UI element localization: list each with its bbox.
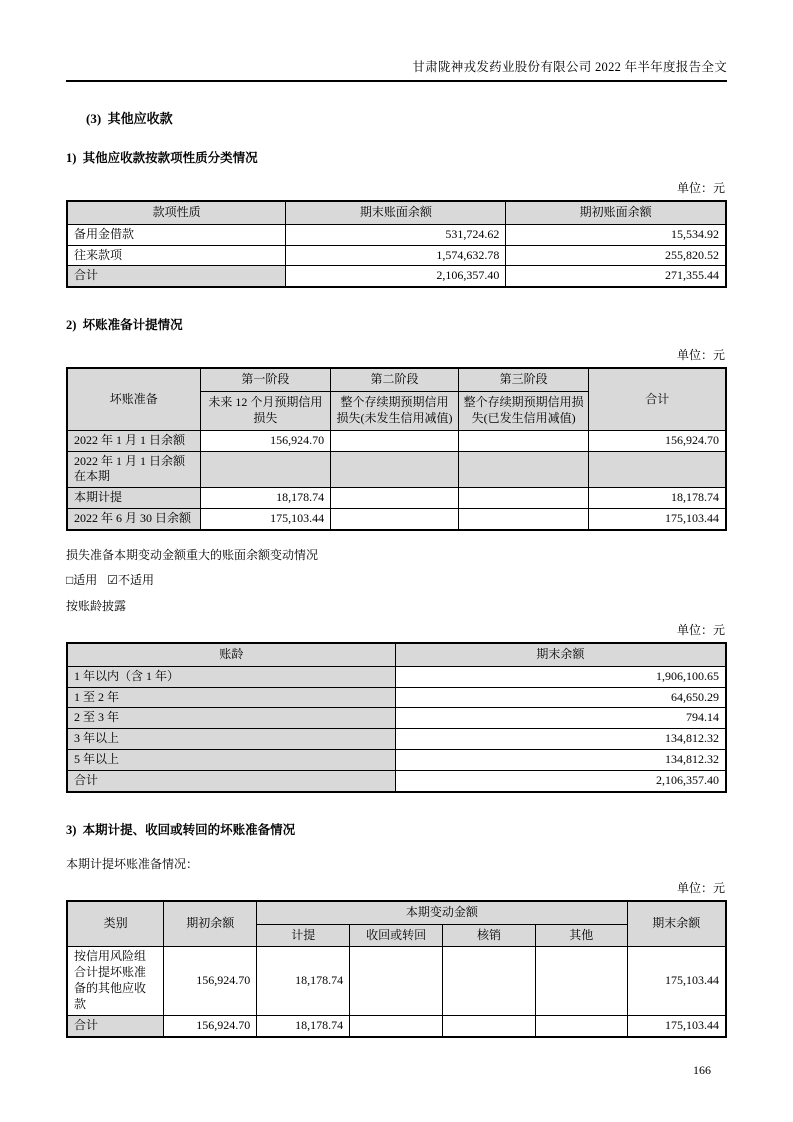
bad-debt-stages-table bbox=[66, 367, 727, 531]
table-row bbox=[67, 488, 726, 509]
checkbox-not-applicable-checked: ☑不适用 bbox=[107, 572, 155, 587]
cell bbox=[589, 451, 726, 488]
document-header bbox=[66, 0, 727, 82]
column-header: 期初余额 bbox=[164, 901, 257, 947]
column-header: 期初账面余额 bbox=[506, 201, 726, 224]
table-header-row bbox=[67, 901, 726, 924]
cell: 175,103.44 bbox=[627, 1015, 726, 1036]
column-subheader: 整个存续期预期信用损失(已发生信用减值) bbox=[458, 392, 588, 431]
cell: 合计 bbox=[67, 1015, 164, 1036]
column-header: 第二阶段 bbox=[331, 368, 459, 391]
cell: 156,924.70 bbox=[164, 1015, 257, 1036]
cell bbox=[350, 1015, 443, 1036]
table-row bbox=[67, 451, 726, 488]
cell bbox=[458, 488, 588, 509]
cell: 18,178.74 bbox=[200, 488, 330, 509]
aging-disclosure-note: 按账龄披露 bbox=[66, 598, 127, 613]
table-row bbox=[67, 430, 726, 451]
cell bbox=[331, 430, 459, 451]
heading-nature-classification: 1) 其他应收款按款项性质分类情况 bbox=[66, 151, 258, 165]
provision-movement-table bbox=[66, 900, 727, 1038]
applicability-line bbox=[66, 571, 727, 588]
table-row bbox=[67, 666, 726, 687]
cell: 1 至 2 年 bbox=[67, 687, 395, 708]
cell: 64,650.29 bbox=[395, 687, 726, 708]
unit-label: 单位：元 bbox=[676, 622, 725, 637]
column-header: 期末账面余额 bbox=[286, 201, 506, 224]
cell: 156,924.70 bbox=[164, 947, 257, 1015]
table-total-row bbox=[67, 1015, 726, 1036]
loss-change-note: 损失准备本期变动金额重大的账面余额变动情况 bbox=[66, 547, 319, 562]
cell: 合计 bbox=[67, 266, 286, 287]
cell: 255,820.52 bbox=[506, 245, 726, 266]
cell bbox=[443, 1015, 536, 1036]
cell bbox=[200, 451, 330, 488]
cell bbox=[331, 451, 459, 488]
column-header: 第一阶段 bbox=[200, 368, 330, 391]
cell: 18,178.74 bbox=[257, 947, 350, 1015]
cell: 2022 年 6 月 30 日余额 bbox=[67, 509, 200, 530]
column-header: 类别 bbox=[67, 901, 164, 947]
cell: 156,924.70 bbox=[589, 430, 726, 451]
cell: 3 年以上 bbox=[67, 729, 395, 750]
heading-other-receivables: (3) 其他应收款 bbox=[86, 111, 173, 126]
column-header: 合计 bbox=[589, 368, 726, 430]
table-row bbox=[67, 750, 726, 771]
aging-table bbox=[66, 642, 727, 793]
table-total-row bbox=[67, 266, 726, 287]
table-row bbox=[67, 708, 726, 729]
table-row bbox=[67, 687, 726, 708]
cell: 15,534.92 bbox=[506, 224, 726, 245]
receivables-nature-table bbox=[66, 200, 727, 288]
cell bbox=[331, 488, 459, 509]
cell: 134,812.32 bbox=[395, 750, 726, 771]
heading-bad-debt-provision: 2) 坏账准备计提情况 bbox=[66, 318, 183, 333]
cell: 134,812.32 bbox=[395, 729, 726, 750]
cell: 175,103.44 bbox=[589, 509, 726, 530]
heading-current-provision: 3) 本期计提、收回或转回的坏账准备情况 bbox=[66, 822, 296, 837]
table-row bbox=[67, 947, 726, 1015]
cell: 2,106,357.40 bbox=[395, 770, 726, 791]
cell: 156,924.70 bbox=[200, 430, 330, 451]
table-row bbox=[67, 509, 726, 530]
column-header: 账龄 bbox=[67, 643, 395, 666]
table-total-row bbox=[67, 770, 726, 791]
cell bbox=[331, 509, 459, 530]
unit-label: 单位：元 bbox=[676, 880, 725, 895]
checkbox-applicable-unchecked: □适用 bbox=[66, 572, 98, 587]
table-header-row bbox=[67, 643, 726, 666]
cell: 1,906,100.65 bbox=[395, 666, 726, 687]
column-header: 款项性质 bbox=[67, 201, 286, 224]
column-subheader: 计提 bbox=[257, 924, 350, 947]
column-header: 期末余额 bbox=[627, 901, 726, 947]
cell bbox=[443, 947, 536, 1015]
cell: 175,103.44 bbox=[627, 947, 726, 1015]
cell: 合计 bbox=[67, 770, 395, 791]
cell bbox=[458, 430, 588, 451]
cell: 2,106,357.40 bbox=[286, 266, 506, 287]
cell: 531,724.62 bbox=[286, 224, 506, 245]
cell: 本期计提 bbox=[67, 488, 200, 509]
table-header-row bbox=[67, 368, 726, 391]
cell: 2022 年 1 月 1 日余额 bbox=[67, 430, 200, 451]
table-row bbox=[67, 245, 726, 266]
column-subheader: 未来 12 个月预期信用损失 bbox=[200, 392, 330, 431]
cell: 往来款项 bbox=[67, 245, 286, 266]
cell: 按信用风险组合计提坏账准备的其他应收款 bbox=[67, 947, 164, 1015]
cell: 794.14 bbox=[395, 708, 726, 729]
cell: 175,103.44 bbox=[200, 509, 330, 530]
table-header-row bbox=[67, 201, 726, 224]
cell bbox=[458, 451, 588, 488]
cell: 1 年以内（含 1 年） bbox=[67, 666, 395, 687]
cell bbox=[458, 509, 588, 530]
document-title: 甘肃陇神戎发药业股份有限公司 2022 年半年度报告全文 bbox=[412, 60, 727, 74]
cell: 备用金借款 bbox=[67, 224, 286, 245]
column-header: 第三阶段 bbox=[458, 368, 588, 391]
table-row bbox=[67, 224, 726, 245]
cell: 18,178.74 bbox=[589, 488, 726, 509]
column-subheader: 整个存续期预期信用损失(未发生信用减值) bbox=[331, 392, 459, 431]
cell bbox=[535, 1015, 627, 1036]
cell bbox=[535, 947, 627, 1015]
column-header: 期末余额 bbox=[395, 643, 726, 666]
page-number: 166 bbox=[693, 1062, 711, 1077]
cell bbox=[350, 947, 443, 1015]
unit-label: 单位：元 bbox=[676, 348, 725, 363]
column-subheader: 收回或转回 bbox=[350, 924, 443, 947]
column-subheader: 其他 bbox=[535, 924, 627, 947]
cell: 2 至 3 年 bbox=[67, 708, 395, 729]
current-provision-note: 本期计提坏账准备情况： bbox=[66, 856, 199, 871]
column-subheader: 核销 bbox=[443, 924, 536, 947]
column-group-header: 本期变动金额 bbox=[257, 901, 627, 924]
table-row bbox=[67, 729, 726, 750]
corner-header: 坏账准备 bbox=[67, 368, 200, 430]
unit-label: 单位：元 bbox=[676, 181, 725, 195]
cell: 18,178.74 bbox=[257, 1015, 350, 1036]
cell: 2022 年 1 月 1 日余额在本期 bbox=[67, 451, 200, 488]
cell: 1,574,632.78 bbox=[286, 245, 506, 266]
cell: 271,355.44 bbox=[506, 266, 726, 287]
cell: 5 年以上 bbox=[67, 750, 395, 771]
